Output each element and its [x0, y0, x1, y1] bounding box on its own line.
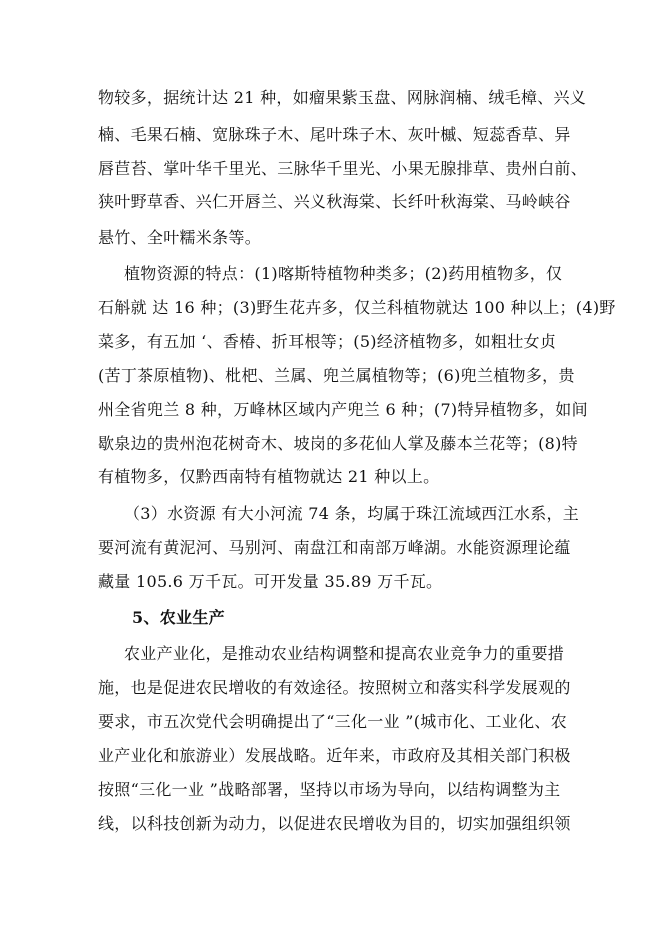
text-line: 要河流有黄泥河、马别河、南盘江和南部万峰湖。水能资源理论蕴 — [98, 538, 571, 557]
text-line: 歇泉边的贵州泡花树奇木、坡岗的多花仙人掌及藤本兰花等；(8)特 — [98, 434, 578, 453]
text-line: 按照“三化一业 ”战略部署，坚持以市场为导向，以结构调整为主 — [98, 780, 561, 799]
text-line: 藏量 105.6 万千瓦。可开发量 35.89 万千瓦。 — [98, 572, 443, 591]
text-line: 线，以科技创新为动力，以促进农民增收为目的，切实加强组织领 — [98, 814, 571, 833]
text-line: 州全省兜兰 8 种，万峰林区域内产兜兰 6 种；(7)特异植物多，如间 — [98, 400, 588, 419]
text-line: 业产业化和旅游业）发展战略。近年来，市政府及其相关部门积极 — [98, 746, 571, 765]
text-line: （3）水资源 有大小河流 74 条，均属于珠江流域西江水系，主 — [124, 504, 580, 523]
text-line: 悬竹、全叶糯米条等。 — [98, 228, 262, 247]
text-line: 菜多，有五加 ‘、香椿、折耳根等；(5)经济植物多，如粗壮女贞 — [98, 332, 557, 351]
text-line: 唇苣苔、掌叶华千里光、三脉华千里光、小果无腺排草、贵州白前、 — [98, 159, 588, 178]
text-line: 石斛就 达 16 种；(3)野生花卉多，仅兰科植物就达 100 种以上；(4)野 — [98, 298, 616, 317]
text-line: 有植物多，仅黔西南特有植物就达 21 种以上。 — [98, 467, 440, 486]
section-heading: 5、农业生产 — [132, 608, 225, 627]
text-line: 狭叶野草香、兴仁开唇兰、兴义秋海棠、长纤叶秋海棠、马岭峡谷 — [98, 192, 571, 211]
text-line: 物较多，据统计达 21 种，如瘤果紫玉盘、网脉润楠、绒毛樟、兴义 — [98, 88, 587, 107]
text-line: 要求，市五次党代会明确提出了“三化一业 ”(城市化、工业化、农 — [98, 712, 567, 731]
text-line: 植物资源的特点：(1)喀斯特植物种类多；(2)药用植物多，仅 — [124, 264, 563, 283]
text-line: 施，也是促进农民增收的有效途径。按照树立和落实科学发展观的 — [98, 678, 571, 697]
text-line: (苦丁茶原植物)、枇杷、兰属、兜兰属植物等；(6)兜兰植物多，贵 — [98, 366, 575, 385]
text-line: 楠、毛果石楠、宽脉珠子木、尾叶珠子木、灰叶槭、短蕊香草、异 — [98, 125, 571, 144]
text-line: 农业产业化，是推动农业结构调整和提高农业竞争力的重要措 — [124, 644, 565, 663]
